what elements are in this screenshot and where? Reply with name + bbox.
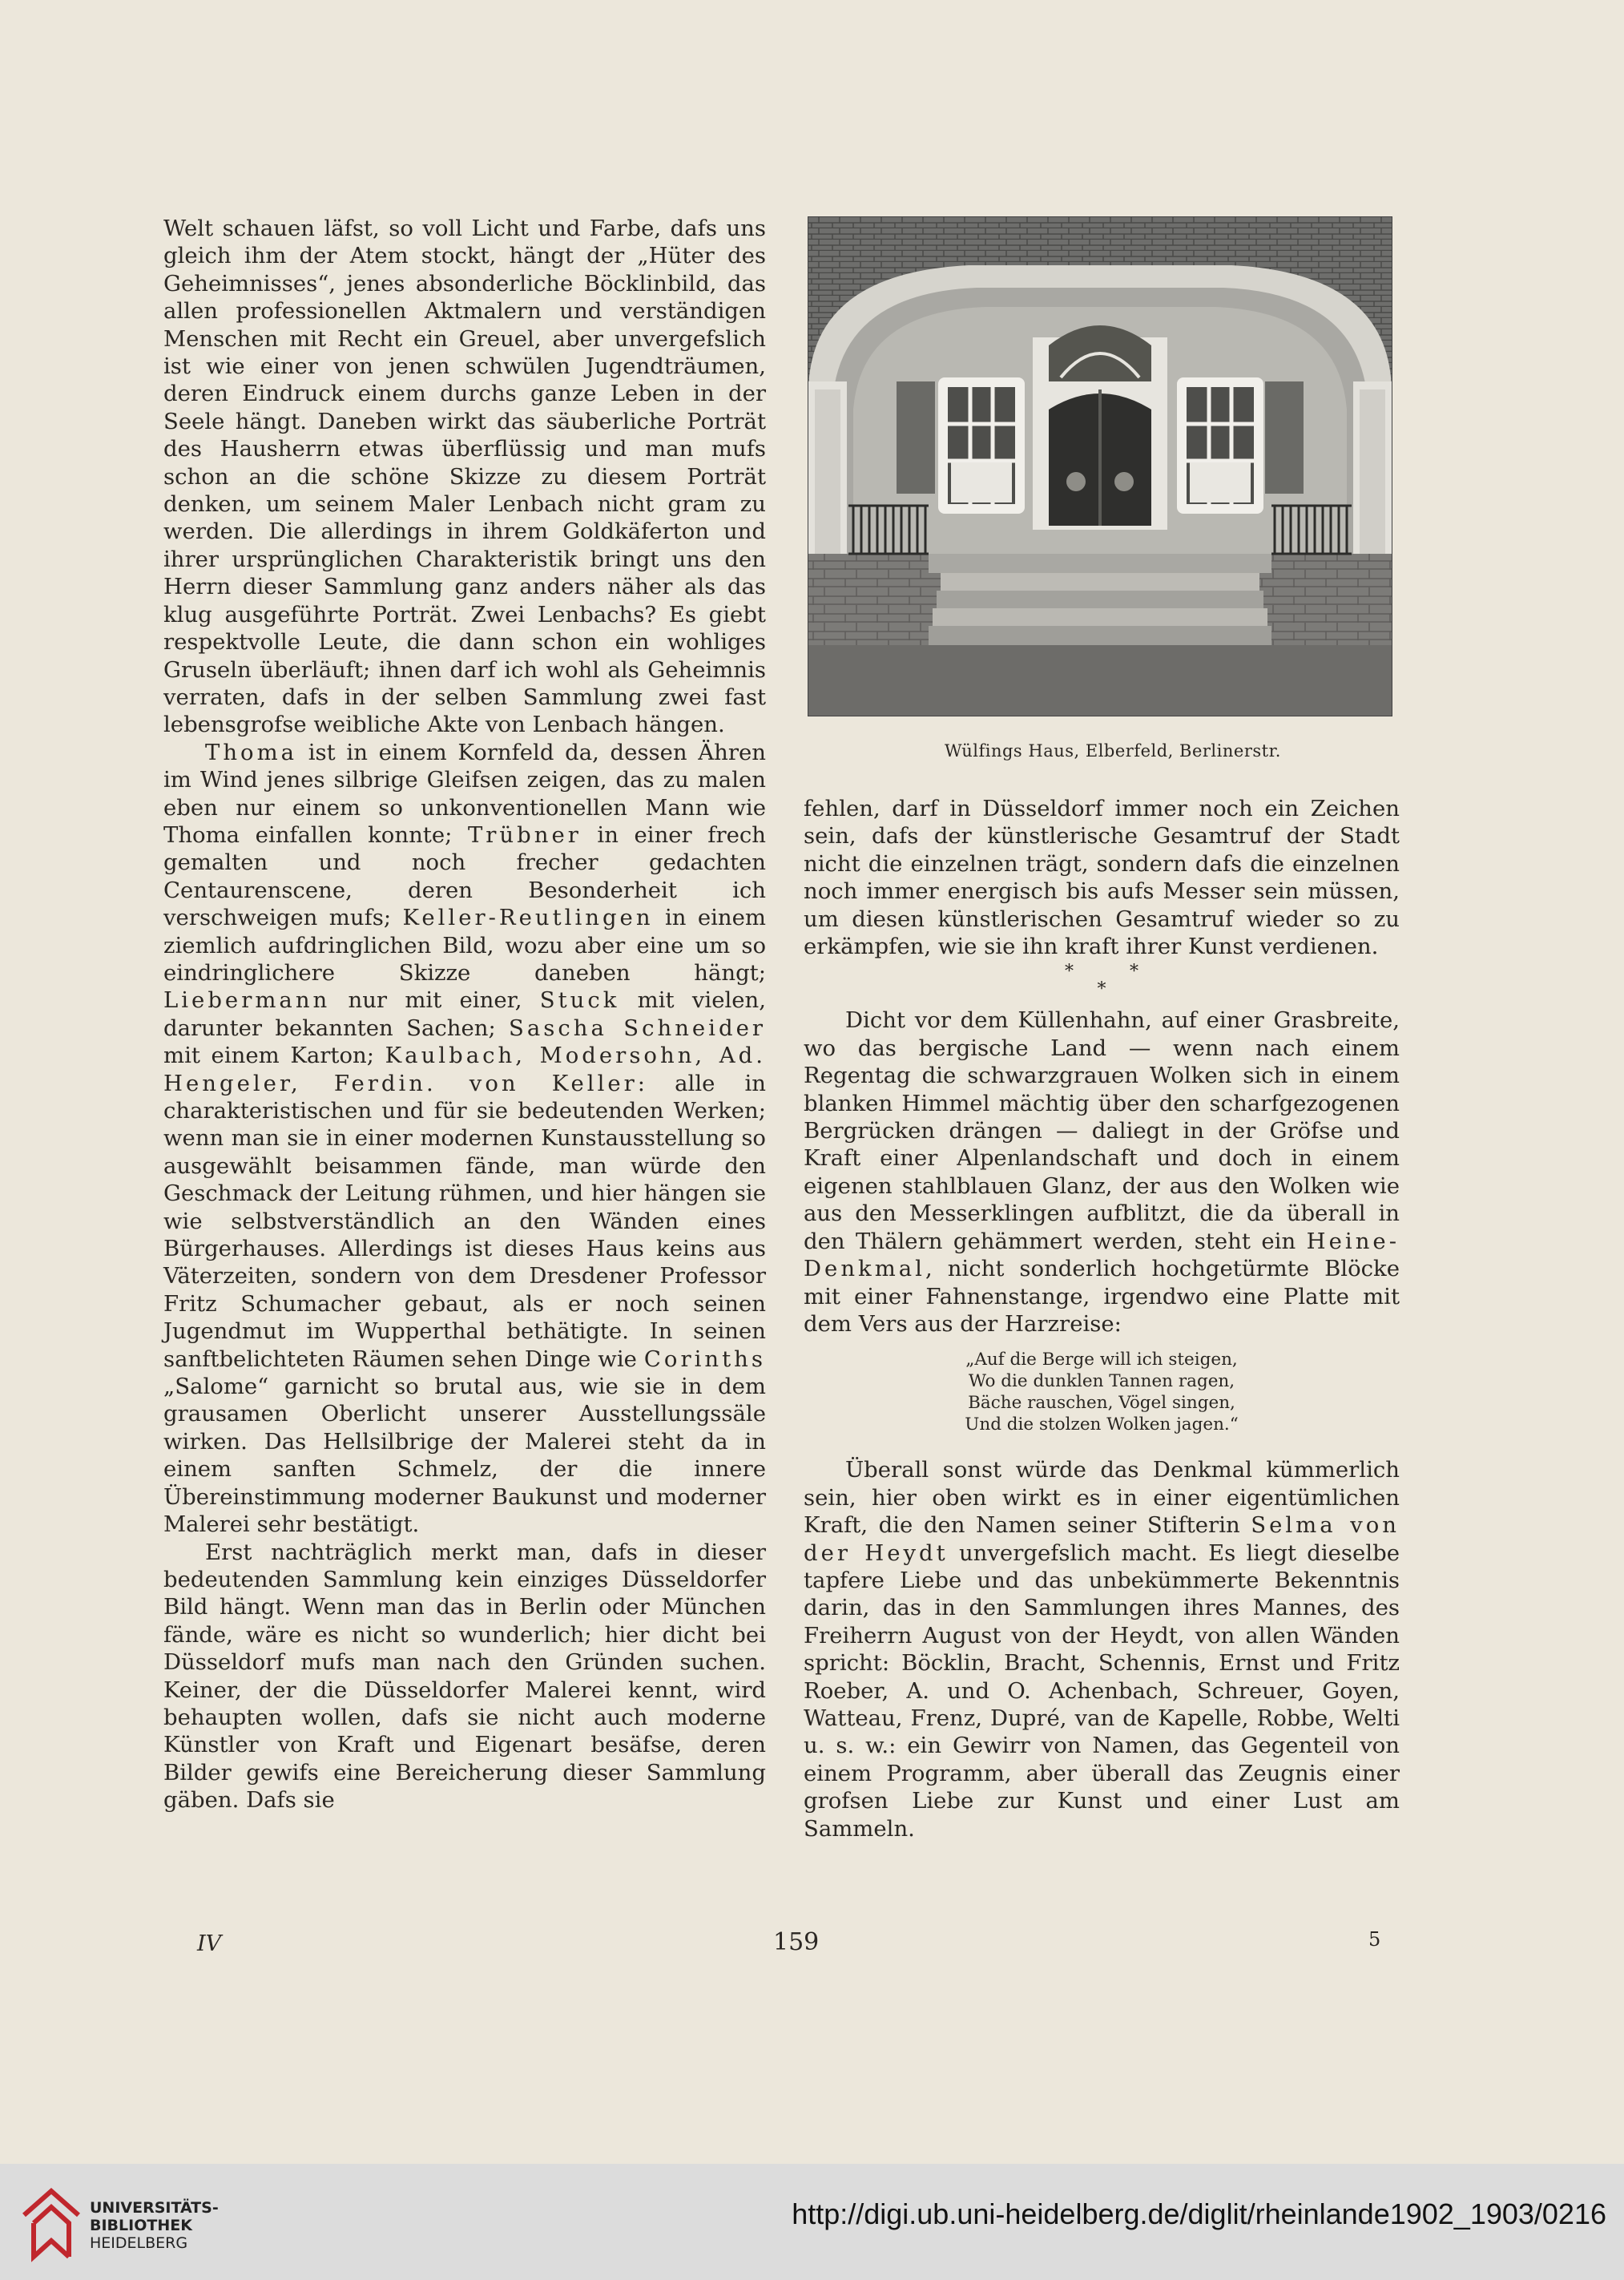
poem-line: „Auf die Berge will ich steigen, [965,1350,1238,1370]
paragraph-heine-monument [804,1007,1400,1338]
paragraph-duesseldorf-end: fehlen, darf in Düsseldorf immer noch ein Zeichen sein, dafs der künstlerische Gesamtruf der Stadt nicht die einzelnen trägt, sondern dafs die einzelnen noch immer energisch bis aufs Messer sein müssen, um diesen künstlerischen Gesamtruf wieder so zu erkämpfen, wie sie ihn kraft ihrer Kunst verdienen. [804,796,1400,960]
left-text-column [163,215,766,1814]
poem-line: Und die stolzen Wolken jagen.“ [965,1414,1239,1435]
name-corinth: Corinths [643,1346,766,1372]
poem-line: Bäche rauschen, Vögel singen, [968,1393,1235,1414]
paragraph-artists [163,739,766,1539]
permalink-url[interactable]: http://digi.ub.uni-heidelberg.de/diglit/rheinlande1902_1903/0216 [792,2197,1606,2230]
poem-quote [804,1349,1400,1435]
paragraph-duesseldorf: Erst nachträglich merkt man, dafs in dieser bedeutenden Sammlung kein einziges Düsseldorfer Bild hängt. Wenn man das in Berlin oder München fände, wäre es nicht so wunderlich; hier dicht bei Düsseldorf mufs man nach den Gründen suchen. Keiner, der die Düsseldorfer Malerei kennt, wird behaupten wollen, dafs sie nicht auch moderne Künstler von Kraft und Eigenart besäfse, deren Bilder gewifs eine Bereicherung dieser Sammlung gäben. Dafs sie [163,1539,766,1814]
stars-bottom: * [1097,979,1106,1000]
name-liebermann: Liebermann [163,987,331,1014]
text-run: in einem ziemlich aufdringlichen Bild, wozu aber eine um so eindringlichere Skizze daneben hängt; [163,905,766,986]
section-divider-stars [804,963,1400,999]
text-run: unvergefslich macht. Es liegt dieselbe tapfere Liebe und das unbekümmerte Bekenntnis darin, das in den Sammlungen ihres Mannes, des Freiherrn August von der Heydt, von allen Wänden spricht: Böcklin, Bracht, Schennis, Ernst und Fritz Roeber, A. und O. Achenbach, Schreuer, Goyen, Watteau, Frenz, Dupré, van de Kapelle, Robbe, Welti u. s. w.: ein Gewirr von Namen, das Gegenteil von einem Programm, aber überall das Zeugnis einer grofsen Liebe zur Kunst und einer Lust am Sammeln. [804,1540,1400,1842]
text-run: mit einem Karton; [163,1043,385,1069]
name-thoma: Thoma [205,739,298,765]
paragraph-boecklin: Welt schauen läfst, so voll Licht und Farbe, dafs uns gleich ihm der Atem stockt, hängt der „Hüter des Geheimnisses“, jenes absonderliche Böcklinbild, das allen professionellen Aktmalern und verständigen Menschen mit Recht ein Greuel, aber unvergefslich ist wie einer von jenen schwülen Jugendträumen, deren Eindruck einem durchs ganze Leben in der Seele hängt. Daneben wirkt das säuberliche Porträt des Hausherrn etwas überflüssig und man mufs schon an die schöne Skizze zu diesem Porträt denken, um seinem Maler Lenbach nicht gram zu werden. Die allerdings in ihrem Goldkäferton und ihrer ursprünglichen Charakteristik bringt uns den Herrn dieser Sammlung ganz anders näher als das klug ausgeführte Porträt. Zwei Lenbachs? Es giebt respektvolle Leute, die dann schon ein wohliges Gruseln überläuft; ihnen darf ich wohl als Geheimnis verraten, dafs in der selben Sammlung zwei fast lebensgrofse weibliche Akte von Lenbach hängen. [163,216,766,738]
library-name[interactable] [90,2199,219,2252]
house-facade-illustration [808,217,1392,716]
text-run: in einer frech gemalten und noch frecher gedachten Centaurenscene, deren Besonderheit ich verschweigen mufs; [163,821,766,931]
text-run: Dicht vor dem Küllenhahn, auf einer Grasbreite, wo das bergische Land — wenn nach einem Regentag die schwarzgrauen Wolken sich in einem blanken Himmel mächtig über den scharfgezogenen Bergrücken drängen — daliegt in der Gröfse und Kraft einer Alpenlandschaft und doch in einem eigenen stahlblauen Glanz, der aus den Wolken wie aus den Messerklingen aufblitzt, die da überall in den Thälern gehämmert werden, steht ein [804,1007,1400,1254]
text-run: Überall sonst würde das Denkmal kümmerlich sein, hier oben wirkt es in einer eigentümlichen Kraft, die den Namen seiner Stifterin [804,1457,1400,1539]
name-sascha-schneider: Sascha Schneider [509,1015,766,1041]
text-run: „Salome“ garnicht so brutal aus, wie sie in dem grausamen Oberlicht unserer Ausstellungssäle wirken. Das Hellsilbrige der Malerei steht da in einem sanften Schmelz, der die innere Übereinstimmung moderner Baukunst und moderner Malerei sehr bestätigt. [163,1374,766,1538]
page-number: 159 [773,1928,820,1956]
stars-top: * * [1065,962,1138,983]
ub-heidelberg-logo-icon[interactable] [19,2183,85,2263]
text-run: : alle in charakteristischen und für sie bedeutenden Werken; wenn man sie in einer modernen Kunstausstellung so ausgewählt beisammen fände, man würde den Geschmack der Leitung rühmen, und hier hängen sie wie selbstverständlich an den Wänden eines Bürgerhauses. Allerdings ist dieses Haus keins aus Väterzeiten, sondern von dem Dresdener Professor Fritz Schumacher gebaut, als er noch seinen Jugendmut im Wupperthal bethätigte. In seinen sanftbelichteten Räumen sehen Dinge wie [163,1070,767,1372]
library-name-line: UNIVERSITÄTS- [90,2199,219,2217]
house-photograph [808,216,1392,716]
text-run: nur mit einer, [330,987,540,1014]
text-run: ist in einem Kornfeld da, dessen Ähren im Wind jenes silbrige Gleifsen zeigen, das zu malen eben nur einem so unkonventionellen Mann wie Thoma einfallen konnte; [163,739,766,848]
right-text-column [804,795,1400,1842]
paragraph-selma-von-der-heydt [804,1456,1400,1842]
name-heine-denkmal: Heine-Denkmal [804,1228,1400,1282]
name-keller-reutlingen: Keller-Reutlingen [402,905,654,931]
library-banner [0,2164,1624,2280]
text-run: , nicht sonderlich hochgetürmte Blöcke mit einer Fahnenstange, irgendwo eine Platte mit dem Vers aus der Harzreise: [804,1256,1400,1337]
library-name-line: HEIDELBERG [90,2234,188,2252]
sheet-signature: IV [197,1931,222,1956]
figure-caption: Wülfings Haus, Elberfeld, Berlinerstr. [945,741,1281,761]
name-kaulbach-group: Kaulbach, Modersohn, Ad. Hengeler, Ferdin. von Keller [163,1043,766,1096]
name-selma-von-der-heydt: Selma von der Heydt [804,1512,1400,1566]
name-truebner: Trübner [467,821,582,848]
library-name-line: BIBLIOTHEK [90,2217,192,2234]
text-run: mit vielen, darunter bekannten Sachen; [163,987,766,1041]
sheet-number: 5 [1368,1928,1381,1951]
poem-line: Wo die dunklen Tannen ragen, [968,1371,1235,1392]
name-stuck: Stuck [539,987,620,1014]
